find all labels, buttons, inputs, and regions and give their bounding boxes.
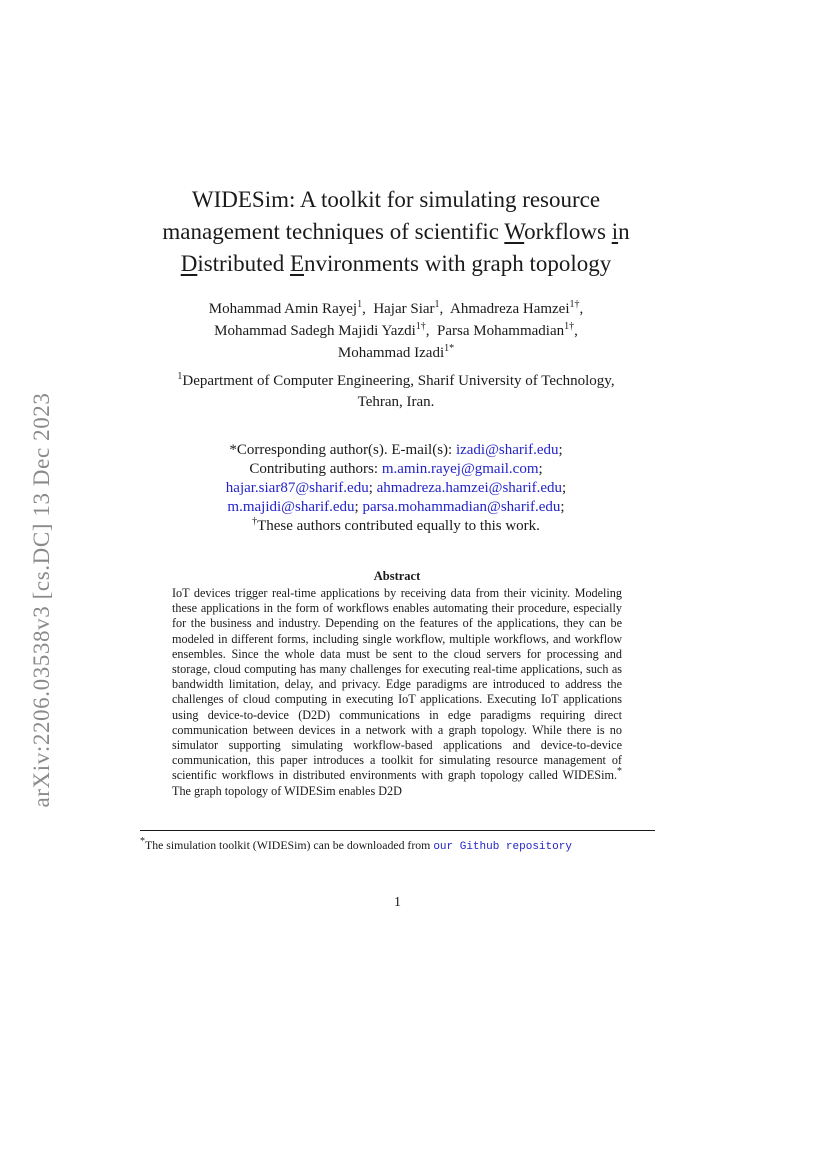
contributing-line: m.majidi@sharif.edu; parsa.mohammadian@sharif.edu;	[227, 499, 565, 515]
author-name: Ahmadreza Hamzei	[449, 301, 570, 317]
author-line-3	[140, 342, 652, 364]
email-link[interactable]: hajar.siar87@sharif.edu	[225, 480, 369, 496]
github-repository-link[interactable]: our Github repository	[433, 841, 572, 853]
abstract-heading: Abstract	[373, 569, 421, 583]
footnote-text: The simulation toolkit (WIDESim) can be downloaded from	[145, 838, 434, 852]
equal-contribution-note	[160, 517, 632, 536]
author-affiliation-mark: 1†	[569, 299, 580, 310]
title-text: orkflows	[524, 219, 612, 244]
abstract-body	[172, 586, 622, 799]
affiliation	[140, 371, 652, 413]
abstract-text: IoT devices trigger real-time applications by receiving data from their vicinity. Modeling these applications in the form of workflows enables automating their procedure, especially for the business and industry. Depending on the features of the applications, they can be modeled in different forms, including single workflow, multiple workflows, and workflow ensembles. Since the whole data must be sent to the cloud servers for processing and storage, cloud computing has many challenges for executing real-time applications, such as bandwidth limitation, delay, and privacy. Edge paradigms are introduced to address the challenges of cloud computing in executing IoT applications. Executing IoT applications using device-to-device (D2D) communications in edge paradigms requiring direct communication between devices in a network with a graph topology. While there is no simulator supporting simulating workflow-based applications and device-to-device communication, this paper introduces a toolkit for simulating resource management of scientific workflows in distributed environments with graph topology called WIDESim.	[172, 586, 622, 783]
author-affiliation-mark: 1	[434, 299, 440, 310]
email-link[interactable]: ahmadreza.hamzei@sharif.edu	[376, 480, 563, 496]
author-line-2: Mohammad Sadegh Majidi Yazdi$^{1\dagger}$, Parsa Mohammadian$^{1\dagger}$,	[214, 321, 578, 339]
author-name: Mohammad Sadegh Majidi Yazdi	[214, 323, 416, 339]
contact-block	[160, 441, 632, 536]
email-link[interactable]: parsa.mohammadian@sharif.edu	[362, 499, 561, 515]
author-affiliation-mark: 1†	[415, 321, 426, 332]
author-affiliation-mark: 1*	[444, 343, 455, 354]
title-underlined-letter: W	[504, 219, 525, 244]
title-text: n	[618, 219, 630, 244]
affiliation-mark: 1	[177, 371, 183, 382]
email-link[interactable]: m.amin.rayej@gmail.com	[381, 461, 539, 477]
title-text: istributed	[197, 251, 290, 276]
title-line-3	[140, 248, 652, 280]
abstract-text: The graph topology of WIDESim enables D2D	[172, 783, 402, 798]
author-name: Hajar Siar	[373, 301, 435, 317]
email-link[interactable]: m.majidi@sharif.edu	[227, 499, 355, 515]
title-text: nvironments with graph topology	[304, 251, 612, 276]
contributing-line: Contributing authors: m.amin.rayej@gmail.com;	[249, 461, 543, 477]
author-name: Mohammad Amin Rayej	[208, 301, 358, 317]
title-text: management techniques of scientific	[162, 219, 505, 244]
arxiv-identifier: arXiv:2206.03538v3 [cs.DC] 13 Dec 2023	[29, 392, 54, 808]
footnote-divider	[140, 830, 655, 831]
paper-title	[140, 184, 652, 280]
author-affiliation-mark: 1	[357, 299, 363, 310]
affiliation-text: Department of Computer Engineering, Sharif University of Technology,	[182, 373, 615, 389]
footnote-mark: *	[140, 836, 145, 848]
title-line-1: WIDESim: A toolkit for simulating resource	[191, 187, 601, 212]
author-name: Mohammad Izadi	[337, 345, 445, 361]
title-underlined-letter: i	[611, 219, 619, 244]
footnote	[140, 838, 655, 855]
dagger-mark: †	[252, 516, 258, 527]
author-list	[140, 298, 652, 364]
affiliation-line-1	[140, 371, 652, 392]
author-name: Parsa Mohammadian	[437, 323, 565, 339]
contributing-line: hajar.siar87@sharif.edu; ahmadreza.hamzei@sharif.edu;	[225, 480, 567, 496]
corresponding-line: *Corresponding author(s). E-mail(s): izadi@sharif.edu;	[229, 442, 563, 458]
author-affiliation-mark: 1†	[564, 321, 575, 332]
title-underlined-letter: E	[289, 251, 305, 276]
equal-contribution-text: These authors contributed equally to this work.	[257, 518, 540, 534]
footnote-mark[interactable]: *	[617, 766, 622, 778]
contributing-label: Contributing authors:	[249, 461, 382, 477]
corresponding-label: *Corresponding author(s). E-mail(s):	[229, 442, 456, 458]
title-line-2	[140, 216, 652, 248]
page-number: 1	[394, 895, 401, 910]
corresponding-email-link[interactable]: izadi@sharif.edu	[455, 442, 559, 458]
affiliation-line-2: Tehran, Iran.	[357, 394, 435, 410]
title-underlined-letter: D	[180, 251, 198, 276]
author-line-1: Mohammad Amin Rayej$^1$, Hajar Siar$^1$, Ahmadreza Hamzei$^{1\dagger}$,	[208, 299, 584, 317]
